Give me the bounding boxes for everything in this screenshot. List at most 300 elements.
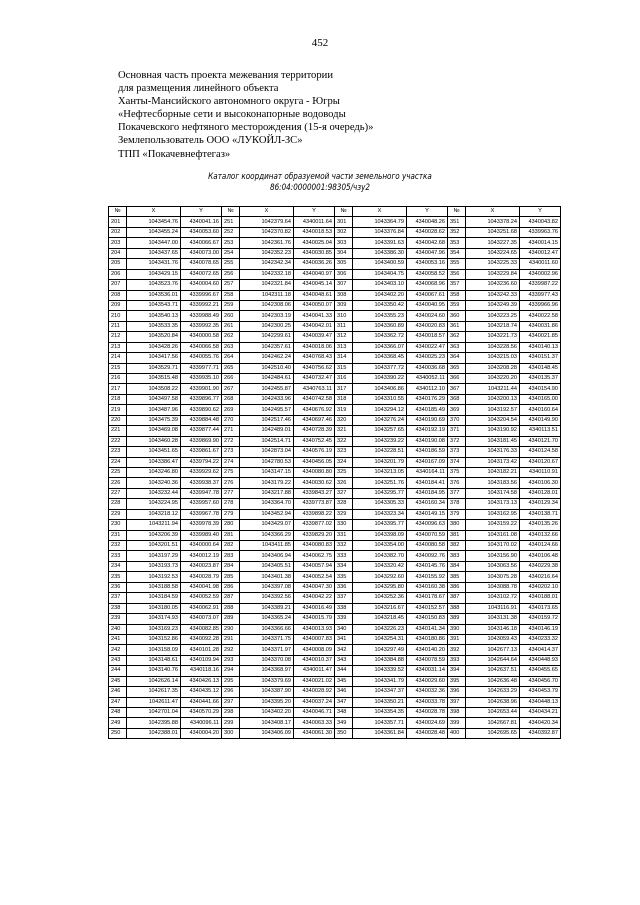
table-row [109,645,561,655]
x-coordinate-cell: 1042626.14 [127,676,181,686]
x-coordinate-cell: 1043208.28 [466,363,520,373]
x-coordinate-cell: 1042311.18 [240,290,294,300]
table-row [109,593,561,603]
x-coordinate-cell: 1043147.15 [240,467,294,477]
x-coordinate-cell: 1043378.24 [466,217,520,227]
point-number-cell: 273 [222,447,240,457]
point-number-cell: 258 [222,290,240,300]
y-coordinate-cell: 4340078.65 [181,259,222,269]
point-number-cell: 360 [448,311,466,321]
point-number-cell: 317 [335,384,353,394]
header-line: для размещения линейного объекта [118,83,279,95]
y-coordinate-cell: 4340007.83 [294,634,335,644]
y-coordinate-cell: 4340140.20 [407,645,448,655]
y-coordinate-cell: 4339829.20 [294,530,335,540]
x-coordinate-cell: 1043295.77 [353,488,407,498]
y-coordinate-cell: 4340033.78 [407,697,448,707]
point-number-cell: 276 [222,478,240,488]
point-number-cell: 326 [335,478,353,488]
y-coordinate-cell: 4340190.69 [407,415,448,425]
y-coordinate-cell: 4340046.71 [294,708,335,718]
x-coordinate-cell: 1043305.33 [353,499,407,509]
y-coordinate-cell: 4340186.59 [407,447,448,457]
y-coordinate-cell: 4340050.07 [294,300,335,310]
y-coordinate-cell: 4340036.68 [407,363,448,373]
point-number-cell: 329 [335,509,353,519]
point-number-cell: 318 [335,394,353,404]
table-row [109,655,561,665]
x-coordinate-cell: 1043355.23 [353,311,407,321]
x-coordinate-cell: 1043520.84 [127,332,181,342]
x-coordinate-cell: 1043543.71 [127,300,181,310]
x-coordinate-cell: 1043204.54 [466,415,520,425]
table-row [109,561,561,571]
table-row [109,227,561,237]
x-coordinate-cell: 1043192.53 [127,572,181,582]
y-coordinate-cell: 4340728.39 [294,426,335,436]
y-coordinate-cell: 4340016.49 [294,603,335,613]
y-coordinate-cell: 4340149.90 [520,415,561,425]
y-coordinate-cell: 4340570.29 [181,708,222,718]
point-number-cell: 375 [448,467,466,477]
x-coordinate-cell: 1043400.59 [353,259,407,269]
y-coordinate-cell: 4340135.37 [520,374,561,384]
point-number-cell: 288 [222,603,240,613]
column-header: X [240,207,294,217]
x-coordinate-cell: 1043218.12 [127,509,181,519]
y-coordinate-cell: 4340041.33 [294,311,335,321]
coordinates-table [108,206,561,739]
y-coordinate-cell: 4339929.62 [181,467,222,477]
column-header: Y [520,207,561,217]
y-coordinate-cell: 4340047.30 [294,582,335,592]
point-number-cell: 395 [448,676,466,686]
x-coordinate-cell: 1043159.22 [466,520,520,530]
y-coordinate-cell: 4339898.22 [294,509,335,519]
point-number-cell: 257 [222,280,240,290]
point-number-cell: 315 [335,363,353,373]
y-coordinate-cell: 4340441.66 [181,697,222,707]
point-number-cell: 282 [222,541,240,551]
table-row [109,436,561,446]
x-coordinate-cell: 1043201.79 [353,457,407,467]
point-number-cell: 259 [222,300,240,310]
column-header: Y [294,207,335,217]
x-coordinate-cell: 1042342.34 [240,259,294,269]
y-coordinate-cell: 4340159.72 [520,614,561,624]
point-number-cell: 345 [335,676,353,686]
x-coordinate-cell: 1043417.56 [127,353,181,363]
point-number-cell: 333 [335,551,353,561]
x-coordinate-cell: 1043173.42 [466,457,520,467]
x-coordinate-cell: 1043228.56 [466,342,520,352]
x-coordinate-cell: 1043386.30 [353,248,407,258]
y-coordinate-cell: 4340052.11 [407,374,448,384]
document-header [118,69,538,161]
x-coordinate-cell: 1043220.20 [466,374,520,384]
y-coordinate-cell: 4340029.60 [407,676,448,686]
x-coordinate-cell: 1043370.08 [240,655,294,665]
y-coordinate-cell: 4340414.37 [520,645,561,655]
y-coordinate-cell: 4340160.38 [407,582,448,592]
y-coordinate-cell: 4340106.48 [520,551,561,561]
y-coordinate-cell: 4340080.80 [294,467,335,477]
x-coordinate-cell: 1042484.61 [240,374,294,384]
x-coordinate-cell: 1043294.12 [353,405,407,415]
y-coordinate-cell: 4340011.64 [294,217,335,227]
y-coordinate-cell: 4340012.47 [520,248,561,258]
point-number-cell: 343 [335,655,353,665]
point-number-cell: 248 [109,708,127,718]
point-number-cell: 308 [335,290,353,300]
y-coordinate-cell: 4340012.19 [181,551,222,561]
point-number-cell: 383 [448,551,466,561]
x-coordinate-cell: 1043475.39 [127,415,181,425]
page-number: 452 [311,37,329,49]
point-number-cell: 370 [448,415,466,425]
point-number-cell: 236 [109,582,127,592]
x-coordinate-cell: 1043180.05 [127,603,181,613]
y-coordinate-cell: 4340014.15 [520,238,561,248]
y-coordinate-cell: 4340073.00 [181,248,222,258]
x-coordinate-cell: 1043226.23 [353,624,407,634]
x-coordinate-cell: 1042637.51 [466,666,520,676]
x-coordinate-cell: 1043295.80 [353,582,407,592]
y-coordinate-cell: 4340233.32 [520,634,561,644]
y-coordinate-cell: 4340082.85 [181,624,222,634]
x-coordinate-cell: 1043397.08 [240,582,294,592]
y-coordinate-cell: 4339901.90 [181,384,222,394]
x-coordinate-cell: 1043411.85 [240,541,294,551]
point-number-cell: 339 [335,614,353,624]
y-coordinate-cell: 4340096.63 [407,520,448,530]
point-number-cell: 328 [335,499,353,509]
point-number-cell: 341 [335,634,353,644]
x-coordinate-cell: 1043211.94 [127,520,181,530]
x-coordinate-cell: 1043360.89 [353,321,407,331]
x-coordinate-cell: 1043223.25 [466,311,520,321]
x-coordinate-cell: 1043487.96 [127,405,181,415]
point-number-cell: 330 [335,520,353,530]
point-number-cell: 238 [109,603,127,613]
table-row [109,342,561,352]
point-number-cell: 231 [109,530,127,540]
y-coordinate-cell: 4339947.78 [181,488,222,498]
y-coordinate-cell: 4339966.96 [520,300,561,310]
y-coordinate-cell: 4339896.77 [181,394,222,404]
point-number-cell: 319 [335,405,353,415]
x-coordinate-cell: 1042361.76 [240,238,294,248]
y-coordinate-cell: 4340190.08 [407,436,448,446]
point-number-cell: 368 [448,394,466,404]
y-coordinate-cell: 4339992.21 [181,300,222,310]
point-number-cell: 221 [109,426,127,436]
y-coordinate-cell: 4340092.76 [407,551,448,561]
x-coordinate-cell: 1043221.73 [466,332,520,342]
point-number-cell: 260 [222,311,240,321]
x-coordinate-cell: 1042667.81 [466,718,520,728]
x-coordinate-cell: 1043508.22 [127,384,181,394]
x-coordinate-cell: 1043540.13 [127,311,181,321]
point-number-cell: 364 [448,353,466,363]
x-coordinate-cell: 1042633.29 [466,687,520,697]
x-coordinate-cell: 1042495.57 [240,405,294,415]
x-coordinate-cell: 1043362.72 [353,332,407,342]
point-number-cell: 267 [222,384,240,394]
x-coordinate-cell: 1042489.01 [240,426,294,436]
table-row [109,447,561,457]
x-coordinate-cell: 1043379.69 [240,676,294,686]
point-number-cell: 246 [109,687,127,697]
point-number-cell: 212 [109,332,127,342]
x-coordinate-cell: 1043408.17 [240,718,294,728]
point-number-cell: 350 [335,728,353,738]
point-number-cell: 400 [448,728,466,738]
x-coordinate-cell: 1042695.65 [466,728,520,738]
x-coordinate-cell: 1042303.19 [240,311,294,321]
point-number-cell: 209 [109,300,127,310]
y-coordinate-cell: 4339935.10 [181,374,222,384]
x-coordinate-cell: 1043251.76 [353,478,407,488]
y-coordinate-cell: 4340420.34 [520,718,561,728]
x-coordinate-cell: 1043218.45 [353,614,407,624]
table-row [109,259,561,269]
point-number-cell: 353 [448,238,466,248]
point-number-cell: 382 [448,541,466,551]
point-number-cell: 297 [222,697,240,707]
y-coordinate-cell: 4340040.97 [294,269,335,279]
x-coordinate-cell: 1043469.08 [127,426,181,436]
point-number-cell: 240 [109,624,127,634]
table-row [109,520,561,530]
y-coordinate-cell: 4340055.76 [181,353,222,363]
point-number-cell: 279 [222,509,240,519]
point-number-cell: 255 [222,259,240,269]
y-coordinate-cell: 4340448.93 [520,655,561,665]
y-coordinate-cell: 4340042.68 [407,238,448,248]
table-row [109,248,561,258]
x-coordinate-cell: 1043200.13 [466,394,520,404]
y-coordinate-cell: 4339843.27 [294,488,335,498]
point-number-cell: 314 [335,353,353,363]
point-number-cell: 335 [335,572,353,582]
table-row [109,488,561,498]
point-number-cell: 206 [109,269,127,279]
y-coordinate-cell: 4340030.85 [294,248,335,258]
x-coordinate-cell: 1042321.84 [240,280,294,290]
y-coordinate-cell: 4340456.70 [520,676,561,686]
x-coordinate-cell: 1043404.75 [353,269,407,279]
y-coordinate-cell: 4340011.47 [294,666,335,676]
point-number-cell: 372 [448,436,466,446]
point-number-cell: 298 [222,708,240,718]
y-coordinate-cell: 4340042.01 [294,321,335,331]
x-coordinate-cell: 1043193.73 [127,561,181,571]
point-number-cell: 247 [109,697,127,707]
y-coordinate-cell: 4340155.92 [407,572,448,582]
y-coordinate-cell: 4340025.04 [294,238,335,248]
table-row [109,426,561,436]
y-coordinate-cell: 4339773.87 [294,499,335,509]
point-number-cell: 307 [335,280,353,290]
y-coordinate-cell: 4340165.00 [520,394,561,404]
header-line: Землепользователь ООО «ЛУКОЙЛ-ЗС» [118,135,303,147]
y-coordinate-cell: 4339794.22 [181,457,222,467]
x-coordinate-cell: 1043392.56 [240,593,294,603]
table-row [109,478,561,488]
y-coordinate-cell: 4340045.14 [294,280,335,290]
y-coordinate-cell: 4340676.92 [294,405,335,415]
x-coordinate-cell: 1042455.87 [240,384,294,394]
x-coordinate-cell: 1043364.70 [240,499,294,509]
x-coordinate-cell: 1043395.20 [240,697,294,707]
point-number-cell: 261 [222,321,240,331]
point-number-cell: 226 [109,478,127,488]
y-coordinate-cell: 4340426.13 [181,676,222,686]
y-coordinate-cell: 4340042.22 [294,593,335,603]
header-line: Покачевского нефтяного месторождения (15-я очередь)» [118,122,374,134]
point-number-cell: 378 [448,499,466,509]
x-coordinate-cell: 1043131.38 [466,614,520,624]
y-coordinate-cell: 4340154.90 [520,384,561,394]
y-coordinate-cell: 4340092.28 [181,634,222,644]
y-coordinate-cell: 4340124.58 [520,447,561,457]
table-row [109,676,561,686]
y-coordinate-cell: 4340732.47 [294,374,335,384]
x-coordinate-cell: 1042638.96 [466,697,520,707]
point-number-cell: 278 [222,499,240,509]
y-coordinate-cell: 4340013.93 [294,624,335,634]
x-coordinate-cell: 1043384.88 [353,655,407,665]
x-coordinate-cell: 1043059.43 [466,634,520,644]
x-coordinate-cell: 1043158.09 [127,645,181,655]
x-coordinate-cell: 1043368.45 [353,353,407,363]
x-coordinate-cell: 1043217.88 [240,488,294,498]
table-row [109,384,561,394]
point-number-cell: 349 [335,718,353,728]
x-coordinate-cell: 1043239.22 [353,436,407,446]
table-row [109,290,561,300]
y-coordinate-cell: 4340078.59 [407,655,448,665]
table-row [109,353,561,363]
y-coordinate-cell: 4339890.62 [181,405,222,415]
x-coordinate-cell: 1043170.02 [466,541,520,551]
x-coordinate-cell: 1043354.35 [353,708,407,718]
y-coordinate-cell: 4340028.62 [407,227,448,237]
point-number-cell: 374 [448,457,466,467]
point-number-cell: 263 [222,342,240,352]
point-number-cell: 390 [448,624,466,634]
x-coordinate-cell: 1043533.35 [127,321,181,331]
catalog-title [45,171,595,193]
y-coordinate-cell: 4340041.98 [181,582,222,592]
point-number-cell: 337 [335,593,353,603]
y-coordinate-cell: 4339978.39 [181,520,222,530]
point-number-cell: 229 [109,509,127,519]
y-coordinate-cell: 4340040.95 [407,300,448,310]
x-coordinate-cell: 1043398.09 [353,530,407,540]
point-number-cell: 270 [222,415,240,425]
y-coordinate-cell: 4340021.85 [520,332,561,342]
y-coordinate-cell: 4340037.24 [294,697,335,707]
point-number-cell: 281 [222,530,240,540]
x-coordinate-cell: 1043184.59 [127,593,181,603]
table-row [109,300,561,310]
point-number-cell: 392 [448,645,466,655]
column-header: № [335,207,353,217]
y-coordinate-cell: 4339988.49 [181,311,222,321]
y-coordinate-cell: 4340080.83 [294,541,335,551]
x-coordinate-cell: 1042357.61 [240,342,294,352]
x-coordinate-cell: 1043395.77 [353,520,407,530]
x-coordinate-cell: 1043232.44 [127,488,181,498]
point-number-cell: 367 [448,384,466,394]
y-coordinate-cell: 4340160.64 [520,405,561,415]
x-coordinate-cell: 1043182.21 [466,467,520,477]
point-number-cell: 265 [222,363,240,373]
y-coordinate-cell: 4340023.87 [181,561,222,571]
table-row [109,363,561,373]
header-line: Основная часть проекта межевания территории [118,70,333,81]
point-number-cell: 320 [335,415,353,425]
point-number-cell: 222 [109,436,127,446]
point-number-cell: 272 [222,436,240,446]
point-number-cell: 245 [109,676,127,686]
x-coordinate-cell: 1043174.93 [127,614,181,624]
x-coordinate-cell: 1043179.22 [240,478,294,488]
y-coordinate-cell: 4340025.23 [407,353,448,363]
x-coordinate-cell: 1043240.36 [127,478,181,488]
table-row [109,666,561,676]
point-number-cell: 389 [448,614,466,624]
x-coordinate-cell: 1043354.00 [353,541,407,551]
y-coordinate-cell: 4340178.67 [407,593,448,603]
y-coordinate-cell: 4340132.66 [520,530,561,540]
x-coordinate-cell: 1043454.76 [127,217,181,227]
x-coordinate-cell: 1043431.76 [127,259,181,269]
y-coordinate-cell: 4340149.15 [407,509,448,519]
table-row [109,499,561,509]
x-coordinate-cell: 1043252.36 [353,593,407,603]
x-coordinate-cell: 1042332.18 [240,269,294,279]
y-coordinate-cell: 4340028.92 [294,687,335,697]
y-coordinate-cell: 4340004.60 [181,280,222,290]
point-number-cell: 399 [448,718,466,728]
point-number-cell: 290 [222,624,240,634]
x-coordinate-cell: 1043455.24 [127,227,181,237]
y-coordinate-cell: 4340028.48 [407,728,448,738]
point-number-cell: 352 [448,227,466,237]
x-coordinate-cell: 1043216.67 [353,603,407,613]
point-number-cell: 234 [109,561,127,571]
x-coordinate-cell: 1043382.70 [353,551,407,561]
point-number-cell: 220 [109,415,127,425]
x-coordinate-cell: 1043224.65 [466,248,520,258]
point-number-cell: 224 [109,457,127,467]
point-number-cell: 338 [335,603,353,613]
y-coordinate-cell: 4340434.21 [520,708,561,718]
y-coordinate-cell: 4340031.86 [520,321,561,331]
x-coordinate-cell: 1042636.48 [466,676,520,686]
point-number-cell: 289 [222,614,240,624]
x-coordinate-cell: 1043075.28 [466,572,520,582]
column-header: Y [407,207,448,217]
x-coordinate-cell: 1043460.28 [127,436,181,446]
y-coordinate-cell: 4340096.11 [181,718,222,728]
y-coordinate-cell: 4340018.53 [294,227,335,237]
y-coordinate-cell: 4340022.58 [520,311,561,321]
x-coordinate-cell: 1042379.64 [240,217,294,227]
